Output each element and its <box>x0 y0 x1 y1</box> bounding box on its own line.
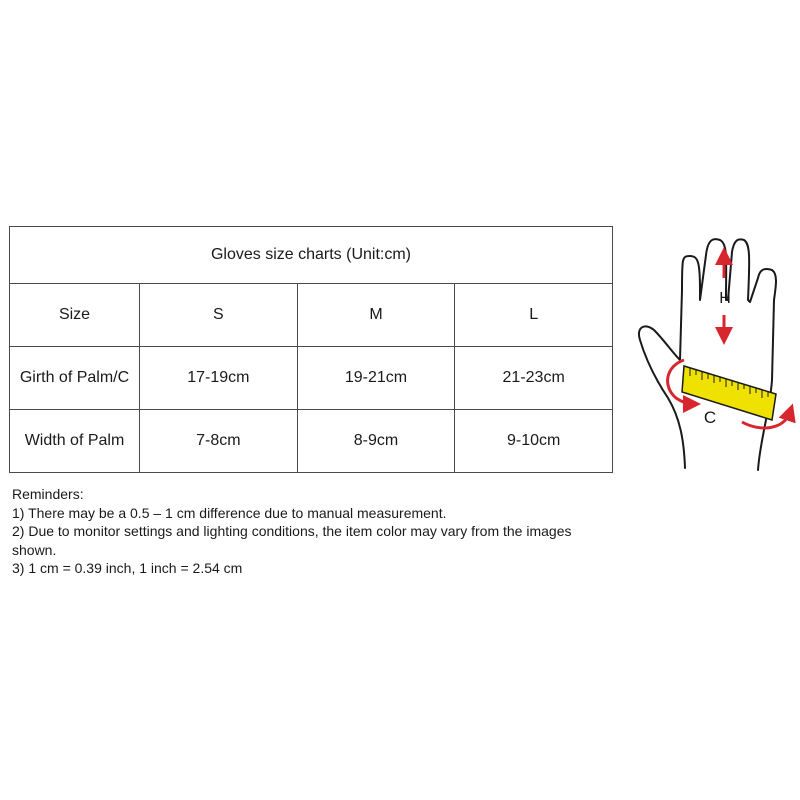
table-title-row <box>10 227 613 284</box>
size-chart-table <box>9 226 613 473</box>
table-title: Gloves size charts (Unit:cm) <box>10 227 613 284</box>
row-label-width: Width of Palm <box>10 410 140 473</box>
cell-girth-l: 21-23cm <box>455 347 613 410</box>
reminders-block <box>12 485 602 578</box>
row-label-girth: Girth of Palm/C <box>10 347 140 410</box>
header-size-m: M <box>297 284 455 347</box>
cell-girth-s: 17-19cm <box>140 347 298 410</box>
table-row <box>10 410 613 473</box>
cell-width-s: 7-8cm <box>140 410 298 473</box>
height-label: H <box>719 290 731 307</box>
reminders-heading: Reminders: <box>12 486 84 502</box>
header-size-s: S <box>140 284 298 347</box>
table-row <box>10 347 613 410</box>
cell-width-l: 9-10cm <box>455 410 613 473</box>
circumference-label: C <box>703 408 717 427</box>
header-size-label: Size <box>10 284 140 347</box>
cell-girth-m: 19-21cm <box>297 347 455 410</box>
reminder-line: 1) There may be a 0.5 – 1 cm difference due to manual measurement. <box>12 504 447 521</box>
reminder-line: 3) 1 cm = 0.39 inch, 1 inch = 2.54 cm <box>12 560 243 576</box>
reminder-line: 2) Due to monitor settings and lighting conditions, the item color may vary from the images shown. <box>12 523 572 558</box>
hand-outline <box>639 239 776 470</box>
cell-width-m: 8-9cm <box>297 410 455 473</box>
header-size-l: L <box>455 284 613 347</box>
hand-measurement-diagram <box>630 232 800 482</box>
table-header-row <box>10 284 613 347</box>
